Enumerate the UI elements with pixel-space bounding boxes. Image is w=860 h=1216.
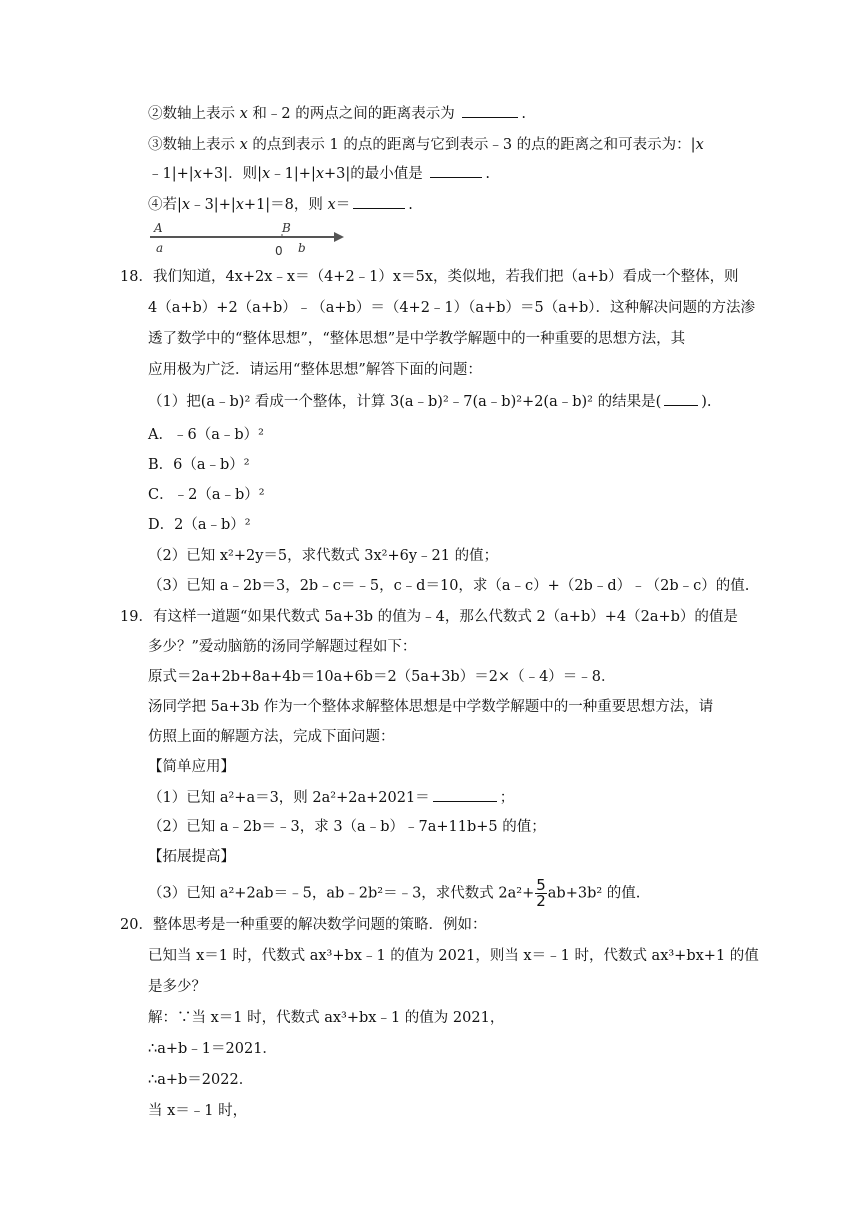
q18-part-1: （1）把(a﹣b)² 看成一个整体，计算 3(a﹣b)²﹣7(a﹣b)²+2(a﹣b)² 的结果是( ). <box>148 391 712 412</box>
q20-line-6: ∴a+b＝2022． <box>148 1072 254 1088</box>
q19-part-1: （1）已知 a²+a＝3，则 2a²+2a+2021＝ ； <box>148 787 514 808</box>
q20-line-3: 是多少？ <box>148 979 206 995</box>
q18-option-c: C．﹣2（a﹣b）² <box>148 487 265 503</box>
q18-line-4: 应用极为广泛．请运用“整体思想”解答下面的问题： <box>148 362 482 378</box>
q19-line-3: 原式＝2a+2b+8a+4b＝10a+6b＝2（5a+3b）＝2×（﹣4）＝﹣8． <box>148 669 616 685</box>
answer-blank[interactable] <box>433 787 497 802</box>
q17-item-4: ④若|x﹣3|+|x+1|＝8，则 x＝ . <box>148 194 413 215</box>
q18-option-b: B．6（a﹣b）² <box>148 457 250 473</box>
answer-blank[interactable] <box>353 194 405 209</box>
q20-line-1: 20．整体思考是一种重要的解决数学问题的策略．例如： <box>120 917 487 933</box>
q20-line-5: ∴a+b﹣1＝2021． <box>148 1041 277 1057</box>
answer-blank[interactable] <box>430 163 482 178</box>
q19-heading-extend: 【拓展提高】 <box>148 849 235 865</box>
q17-item-2: ②数轴上表示 x 和﹣2 的两点之间的距离表示为 . <box>148 103 526 124</box>
number-line-diagram <box>148 219 348 259</box>
q19-line-1: 19．有这样一道题“如果代数式 5a+3b 的值为﹣4，那么代数式 2（a+b）+4（2a+b）的值是 <box>120 609 738 625</box>
q20-line-2: 已知当 x＝1 时，代数式 ax³+bx﹣1 的值为 2021，则当 x＝﹣1 时，代数式 ax³+bx+1 的值 <box>148 948 759 964</box>
point-value-a: a <box>156 241 164 255</box>
q18-line-2: 4（a+b）+2（a+b）﹣（a+b）＝（4+2﹣1）（a+b）＝5（a+b）．这种解决问题的方法渗 <box>148 300 756 316</box>
q17-item-3-line2: ﹣1|+|x+3|．则|x﹣1|+|x+3|的最小值是 . <box>148 163 490 184</box>
q19-line-2: 多少？”爱动脑筋的汤同学解题过程如下： <box>148 639 417 655</box>
q18-part-3: （3）已知 a﹣2b＝3，2b﹣c＝﹣5，c﹣d＝10，求（a﹣c）+（2b﹣d）﹣（2b﹣c）的值. <box>148 578 750 594</box>
q19-line-5: 仿照上面的解题方法，完成下面问题： <box>148 729 395 745</box>
q18-line-1: 18．我们知道，4x+2x﹣x＝（4+2﹣1）x＝5x，类似地，若我们把（a+b）看成一个整体，则 <box>120 269 739 285</box>
q19-line-4: 汤同学把 5a+3b 作为一个整体求解整体思想是中学数学解题中的一种重要思想方法，请 <box>148 699 714 715</box>
q18-option-a: A．﹣6（a﹣b）² <box>148 427 264 443</box>
q19-heading-simple: 【简单应用】 <box>148 759 235 775</box>
point-label-A: A <box>154 221 163 235</box>
point-label-B: B <box>282 221 291 235</box>
origin-label: 0 <box>275 244 283 258</box>
fraction-five-halves: $\frac{5}{2}$ <box>536 876 546 910</box>
point-value-b: b <box>298 241 306 255</box>
q18-line-3: 透了数学中的“整体思想”，“整体思想”是中学教学解题中的一种重要的思想方法，其 <box>148 331 686 347</box>
q18-part-2: （2）已知 x²+2y＝5，求代数式 3x²+6y﹣21 的值； <box>148 548 499 564</box>
answer-blank[interactable] <box>462 103 518 118</box>
q18-option-d: D．2（a﹣b）² <box>148 517 251 533</box>
q20-line-7: 当 x＝﹣1 时， <box>148 1103 248 1119</box>
q17-item-3-line1: ③数轴上表示 x 的点到表示 1 的点的距离与它到表示﹣3 的点的距离之和可表示为：|x <box>148 137 704 153</box>
number-line-arrow <box>334 232 344 242</box>
q19-part-2: （2）已知 a﹣2b＝﹣3，求 3（a﹣b）﹣7a+11b+5 的值； <box>148 819 546 835</box>
answer-blank[interactable] <box>664 391 698 406</box>
q20-line-4: 解：∵当 x＝1 时，代数式 ax³+bx﹣1 的值为 2021， <box>148 1010 505 1026</box>
q19-part-3: （3）已知 a²+2ab＝﹣5，ab﹣2b²＝﹣3，求代数式 2a²+ $\frac{5}{2}$ ab+3b² 的值. <box>148 876 641 910</box>
